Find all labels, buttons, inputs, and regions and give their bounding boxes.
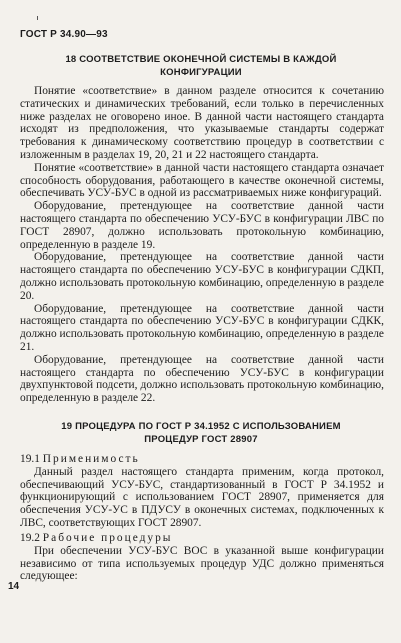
subsection-19-2-body: [20, 545, 384, 583]
paragraph: Оборудование, претендующее на соответствие данной части настоящего стандарта по обеспечению УСУ-БУС в конфигурации ЛВС по ГОСТ 28907, должно использовать протокольную комбинацию, определенную в разделе 19.: [20, 200, 384, 251]
subsection-title: Применимость: [42, 453, 140, 465]
paragraph: При обеспечении УСУ-БУС ВОС в указанной выше конфигурации независимо от типа используемых процедур УДС должно применяться следующее:: [20, 544, 384, 583]
subsection-19-1-body: [20, 466, 384, 530]
subsection-19-1: [20, 453, 384, 530]
scan-mark: [37, 16, 38, 20]
paragraph: Оборудование, претендующее на соответствие данной части настоящего стандарта по обеспечению УСУ-БУС в конфигурации СДКК, должно использовать протокольную комбинацию, определенную в разделе 21.: [20, 302, 384, 353]
paragraph: Понятие «соответствие» в данной части настоящего стандарта означает способность оборудования, работающего в качестве оконечной системы, обеспечивать УСУ-БУС в одной из рассматриваемых ниже конфигураций.: [20, 161, 384, 200]
section-18-heading-line1: 18 СООТВЕТСТВИЕ ОКОНЕЧНОЙ СИСТЕМЫ В КАЖДОЙ: [65, 54, 337, 65]
section-18-heading-line2: КОНФИГУРАЦИИ: [160, 67, 242, 78]
section-19-heading: [20, 420, 382, 446]
paragraph: Данный раздел настоящего стандарта применим, когда протокол, обеспечивающий УСУ-БУС, стандартизованный в ГОСТ Р 34.1952 и функционирующий с использованием ГОСТ 28907, применяется для обеспечения УСУ-УС в ПДУСУ в оконечных системах, подключенных к ЛВС, соответствующих ГОСТ 28907.: [20, 465, 384, 529]
subsection-19-1-title: [20, 453, 384, 466]
section-19-heading-line2: ПРОЦЕДУР ГОСТ 28907: [144, 434, 258, 445]
paragraph: Оборудование, претендующее на соответствие данной части настоящего стандарта по обеспечению УСУ-БУС в конфигурации СДКП, должно использовать протокольную комбинацию, определенную в разделе 20.: [20, 251, 384, 302]
paragraph: Понятие «соответствие» в данном разделе относится к сочетанию статических и динамических требований, если только в перечисленных ниже разделах не оговорено иное. В данной части настоящего стандарта исходят из предположения, что указываемые стандарты содержат требования к динамическому соответствию процедур в соответствии с изложенным в разделах 19, 20, 21 и 22 настоящего стандарта.: [20, 85, 384, 161]
subsection-number: 19.2: [20, 532, 40, 544]
section-18-body: [20, 85, 384, 405]
subsection-number: 19.1: [20, 453, 40, 465]
section-19-heading-line1: 19 ПРОЦЕДУРА ПО ГОСТ Р 34.1952 С ИСПОЛЬЗОВАНИЕМ: [61, 421, 341, 432]
page-number: 14: [8, 581, 20, 592]
section-18-heading: [20, 53, 382, 79]
subsection-19-2: [20, 532, 384, 583]
subsection-title: Рабочие процедуры: [42, 532, 173, 544]
paragraph: Оборудование, претендующее на соответствие данной части настоящего стандарта по обеспечению УСУ-БУС в конфигурации двухпунктовой подсети, должно использовать протокольную комбинацию, определенную в разделе 22.: [20, 353, 384, 405]
subsection-19-2-title: [20, 532, 384, 545]
document-code: ГОСТ Р 34.90—93: [20, 29, 108, 40]
